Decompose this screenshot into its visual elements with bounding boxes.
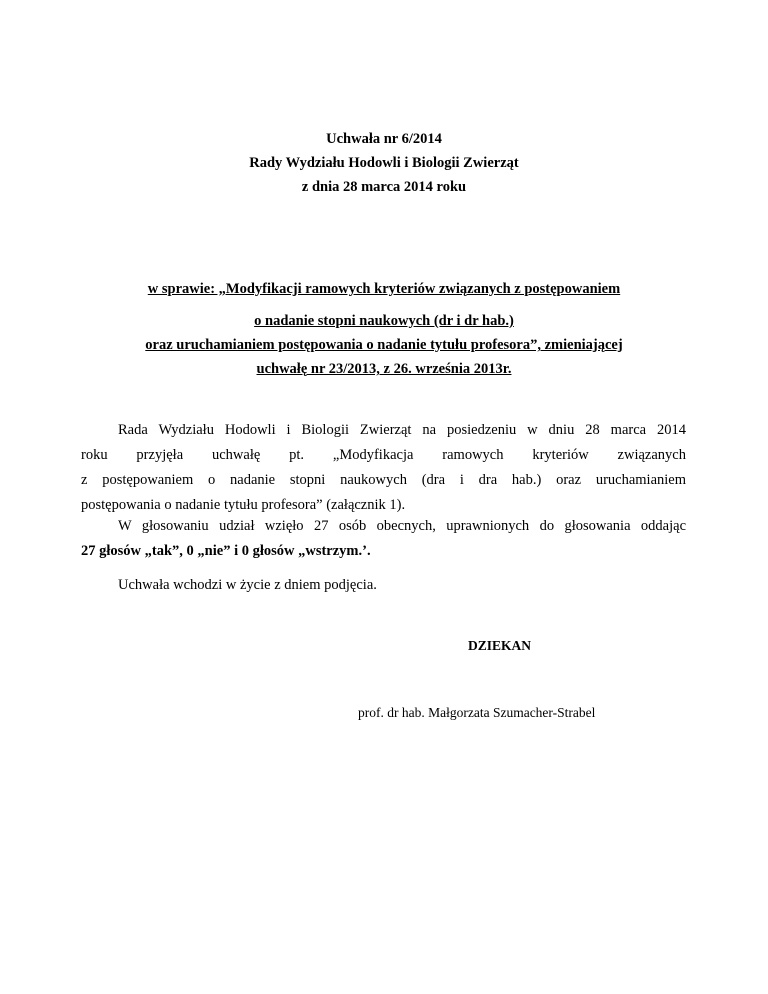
resolution-number: Uchwała nr 6/2014 [326,131,442,147]
paragraph-entry-into-force: Uchwała wchodzi w życie z dniem podjęcia. [118,577,377,593]
paragraph-adoption [81,418,686,518]
paragraph-adoption-line-2: roku przyjęła uchwałę pt. „Modyfikacja ramowych kryteriów związanych [81,447,686,463]
paragraph-voting-line-1: W głosowaniu udział wzięło 27 osób obecnych, uprawnionych do głosowania oddając [118,518,686,534]
subject-line-1: w sprawie: „Modyfikacji ramowych kryteriów związanych z postępowaniem [147,281,621,297]
signature-title: DZIEKAN [468,638,532,653]
council-name: Rady Wydziału Hodowli i Biologii Zwierząt [249,155,519,171]
paragraph-adoption-line-4: postępowania o nadanie tytułu profesora” (załącznik 1). [81,497,406,513]
paragraph-adoption-line-3: z postępowaniem o nadanie stopni naukowych (dra i dra hab.) oraz uruchamianiem [81,472,686,488]
subject-line-2: o nadanie stopni naukowych (dr i dr hab.) [254,313,514,329]
voting-result: 27 głosów „tak”, 0 „nie” i 0 głosów „wstrzym.’. [81,543,371,559]
resolution-date: z dnia 28 marca 2014 roku [301,179,467,195]
subject-line-4: uchwałę nr 23/2013, z 26. września 2013r. [256,361,512,377]
subject-line-3: oraz uruchamianiem postępowania o nadanie tytułu profesora”, zmieniającej [145,337,623,353]
paragraph-adoption-line-1: Rada Wydziału Hodowli i Biologii Zwierząt na posiedzeniu w dniu 28 marca 2014 [118,422,686,438]
paragraph-voting [81,514,686,564]
signature-name: prof. dr hab. Małgorzata Szumacher-Strabel [358,705,596,720]
